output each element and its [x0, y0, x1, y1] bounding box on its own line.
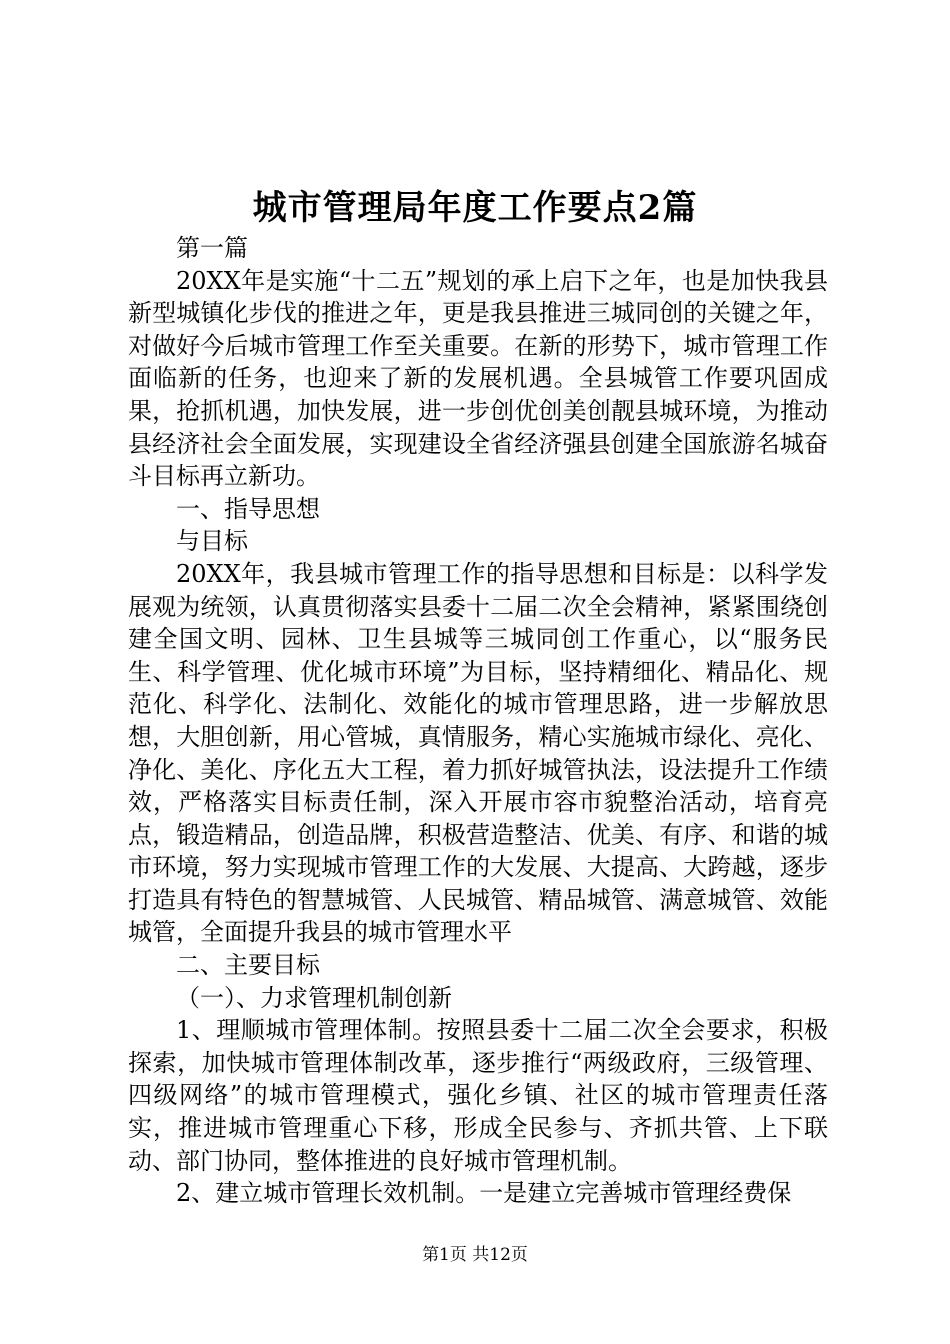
page-footer: 第1页 共12页 [422, 1245, 528, 1265]
document-title: 城市管理局年度工作要点2篇 [252, 188, 698, 228]
document-body [128, 232, 828, 1210]
subsection-heading: （一）、力求管理机制创新 [176, 983, 452, 1012]
section-heading: 二、主要目标 [176, 951, 320, 980]
paragraph: 20XX年，我县城市管理工作的指导思想和目标是：以科学发展观为统领，认真贯彻落实县委十二届二次全会精神，紧紧围绕创建全国文明、园林、卫生县城等三城同创工作重心，以“服务民生、科学管理、优化城市环境”为目标，坚持精细化、精品化、规范化、科学化、法制化、效能化的城市管理思路，进一步解放思想，大胆创新，用心管城，真情服务，精心实施城市绿化、亮化、净化、美化、序化五大工程，着力抓好城管执法，设法提升工作绩效，严格落实目标责任制，深入开展市容市貌整治活动，培育亮点，锻造精品，创造品牌，积极营造整洁、优美、有序、和谐的城市环境，努力实现城市管理工作的大发展、大提高、大跨越，逐步打造具有特色的智慧城管、人民城管、精品城管、满意城管、效能城管，全面提升我县的城市管理水平 [128, 559, 828, 947]
paragraph: 1、理顺城市管理体制。按照县委十二届二次全会要求，积极探索，加快城市管理体制改革，逐步推行“两级政府，三级管理、四级网络”的城市管理模式，强化乡镇、社区的城市管理责任落实，推进城市管理重心下移，形成全民参与、齐抓共管、上下联动、部门协同，整体推进的良好城市管理机制。 [128, 1016, 828, 1175]
section-heading: 第一篇 [176, 234, 248, 262]
paragraph: 2、建立城市管理长效机制。一是建立完善城市管理经费保 [176, 1179, 792, 1208]
section-heading: 与目标 [176, 527, 248, 556]
paragraph: 20XX年是实施“十二五”规划的承上启下之年，也是加快我县新型城镇化步伐的推进之年，更是我县推进三城同创的关键之年，对做好今后城市管理工作至关重要。在新的形势下，城市管理工作面临新的任务，也迎来了新的发展机遇。全县城管工作要巩固成果，抢抓机遇，加快发展，进一步创优创美创靓县城环境，为推动县经济社会全面发展，实现建设全省经济强县创建全国旅游名城奋斗目标再立新功。 [128, 266, 828, 491]
section-heading: 一、指导思想 [176, 494, 320, 523]
